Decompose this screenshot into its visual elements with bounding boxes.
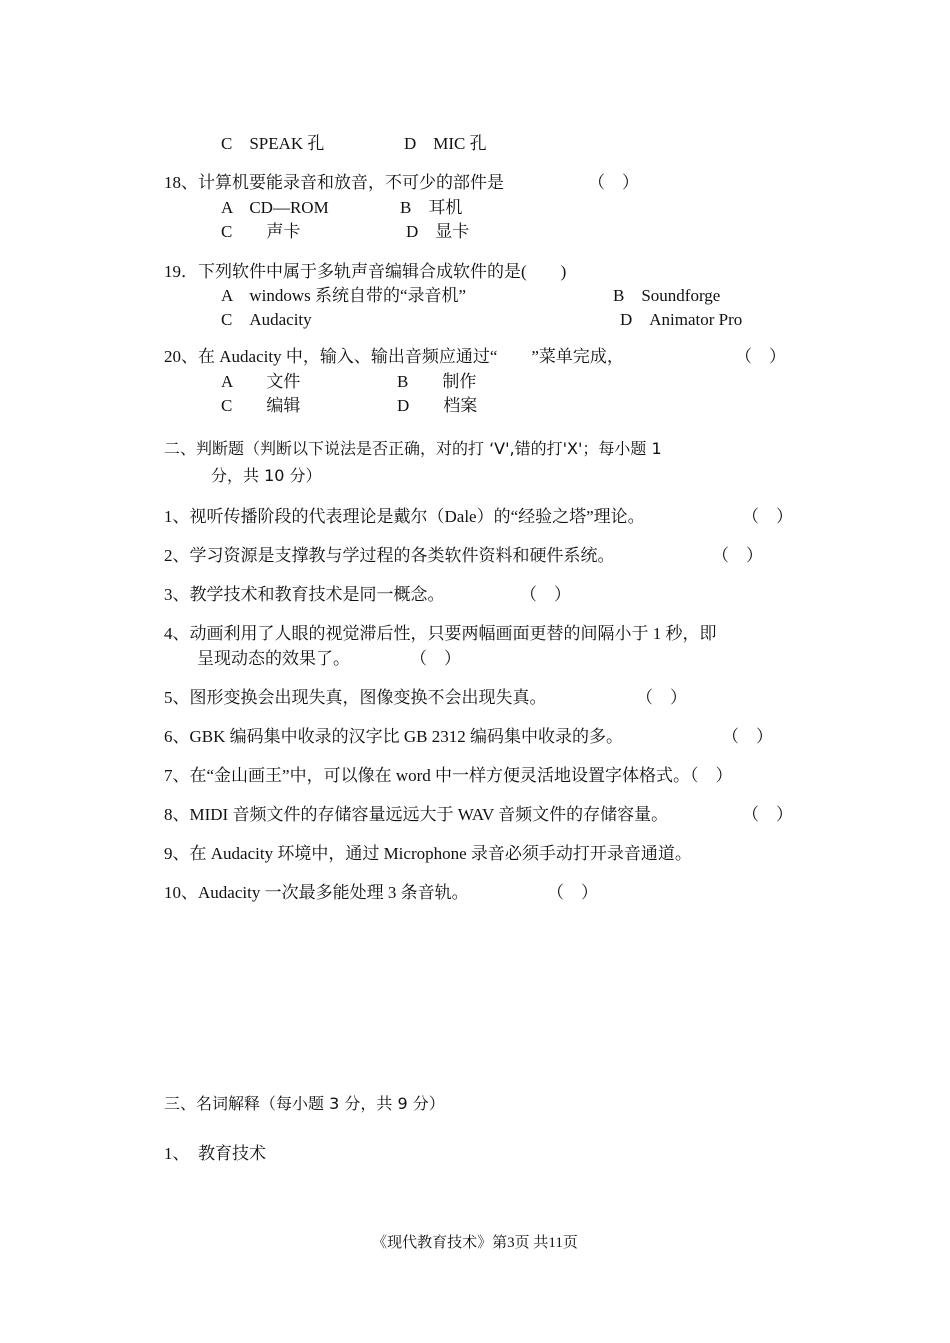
term-item-1: 1、 教育技术 — [164, 1144, 266, 1163]
option-c: C 声卡 — [221, 222, 301, 241]
option-a: A CD—ROM — [221, 198, 329, 217]
answer-paren: （ ） — [588, 173, 639, 192]
tf-item-3: 3、教学技术和教育技术是同一概念。 — [164, 585, 445, 604]
option-a: A windows 系统自带的“录音机” — [221, 286, 467, 305]
answer-paren: （ ） — [520, 585, 571, 604]
answer-paren: （ ） — [410, 649, 461, 668]
option-b: B 制作 — [397, 372, 477, 391]
section-3-title: 三、名词解释（每小题 3 分，共 9 分） — [164, 1094, 445, 1113]
option-d: D MIC 孔 — [404, 134, 487, 153]
section-2-title-cont: 分，共 10 分） — [211, 466, 322, 485]
option-b: B Soundforge — [613, 286, 721, 305]
tf-item-4: 4、动画利用了人眼的视觉滞后性，只要两幅画面更替的间隔小于 1 秒，即 — [164, 624, 717, 643]
tf-item-4-cont: 呈现动态的效果了。 — [197, 649, 350, 668]
tf-item-8: 8、MIDI 音频文件的存储容量远远大于 WAV 音频文件的存储容量。 — [164, 805, 669, 824]
option-d: D 显卡 — [406, 222, 470, 241]
question-20-stem: 20、在 Audacity 中，输入、输出音频应通过“ ”菜单完成， — [164, 347, 624, 366]
question-19-stem: 19．下列软件中属于多轨声音编辑合成软件的是( ) — [164, 262, 567, 281]
option-b: B 耳机 — [400, 198, 463, 217]
answer-paren: （ ） — [722, 727, 773, 746]
answer-paren: （ ） — [742, 507, 793, 526]
option-c: C SPEAK 孔 — [221, 134, 325, 153]
tf-item-1: 1、视听传播阶段的代表理论是戴尔（Dale）的“经验之塔”理论。 — [164, 507, 645, 526]
option-c: C Audacity — [221, 310, 312, 329]
answer-paren: （ ） — [742, 805, 793, 824]
option-a: A 文件 — [221, 372, 301, 391]
option-c: C 编辑 — [221, 396, 301, 415]
question-18-stem: 18、计算机要能录音和放音，不可少的部件是 — [164, 173, 504, 192]
answer-paren: （ ） — [547, 883, 598, 902]
tf-item-5: 5、图形变换会出现失真，图像变换不会出现失真。 — [164, 688, 547, 707]
section-2-title: 二、判断题（判断以下说法是否正确，对的打 ‘V',错的打'X'；每小题 1 — [164, 439, 662, 458]
answer-paren: （ ） — [636, 688, 687, 707]
page-footer: 《现代教育技术》第3页 共11页 — [372, 1235, 578, 1251]
answer-paren: （ ） — [735, 347, 786, 366]
tf-item-9: 9、在 Audacity 环境中，通过 Microphone 录音必须手动打开录音通道。 — [164, 844, 692, 863]
tf-item-7: 7、在“金山画王”中，可以像在 word 中一样方便灵活地设置字体格式。（ ） — [164, 766, 733, 785]
tf-item-10: 10、Audacity 一次最多能处理 3 条音轨。 — [164, 883, 469, 902]
tf-item-6: 6、GBK 编码集中收录的汉字比 GB 2312 编码集中收录的多。 — [164, 727, 624, 746]
answer-paren: （ ） — [712, 546, 763, 565]
tf-item-2: 2、学习资源是支撑教与学过程的各类软件资料和硬件系统。 — [164, 546, 615, 565]
option-d: D Animator Pro — [620, 310, 743, 329]
option-d: D 档案 — [397, 396, 478, 415]
